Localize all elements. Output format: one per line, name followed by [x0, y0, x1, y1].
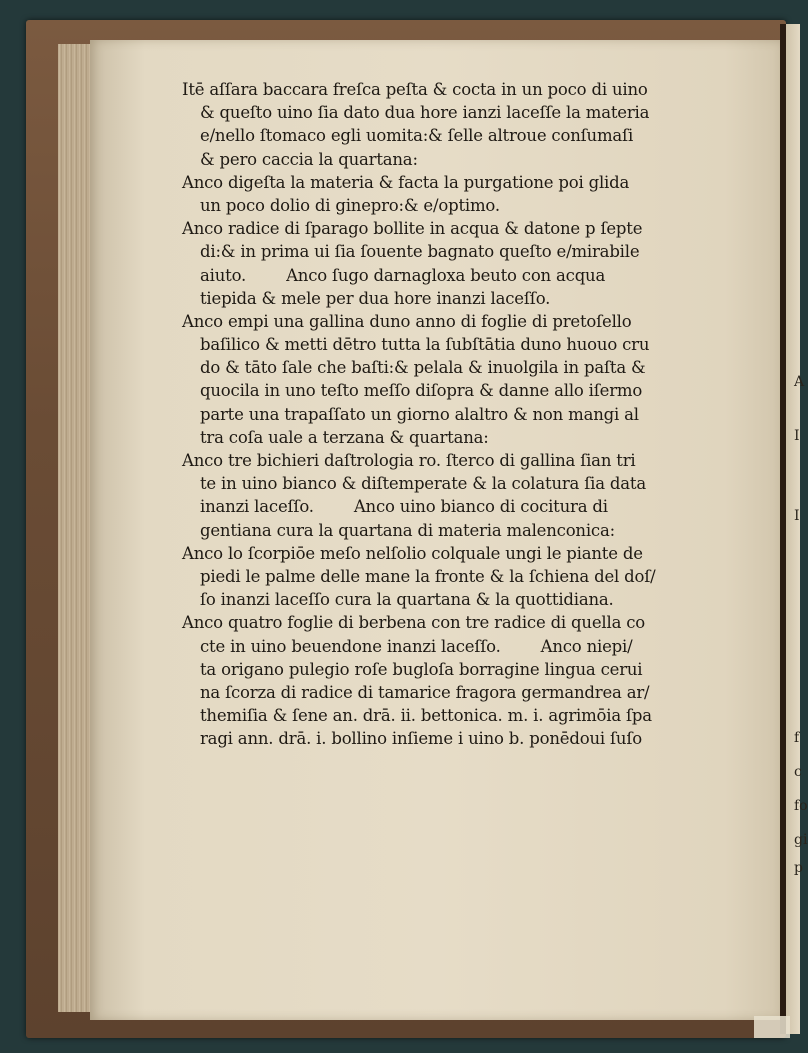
text-line: [182, 704, 722, 727]
text-line-content: Anco quatro foglie di berbena con tre radice di quella co: [182, 613, 646, 633]
text-line-content: Anco radice di ſparago bollite in acqua & datone p ſepte: [182, 219, 643, 239]
text-line-content: ſo inanzi laceſſo cura la quartana & la quottidiana.: [200, 590, 614, 610]
text-line: [182, 727, 722, 750]
text-line-content: themiſia & ſene an. drā. ii. bettonica. m. i. agrimōia ſpa: [200, 706, 652, 726]
text-line: [182, 611, 722, 634]
text-line: [182, 588, 722, 611]
text-line-content: tra coſa uale a terzana & quartana:: [200, 427, 489, 447]
text-line-content: gentiana cura la quartana di materia malenconica:: [200, 520, 615, 540]
text-line: [182, 542, 722, 565]
text-line: [182, 379, 722, 402]
text-line-content: Itē aſſara baccara freſca peſta & cocta in un poco di uino: [182, 80, 648, 99]
facing-page-edge: [786, 24, 808, 1034]
text-line-content: tiepida & mele per dua hore inanzi laceſſo.: [200, 288, 551, 308]
text-line: [182, 449, 722, 472]
text-line: [182, 472, 722, 495]
text-line-continuation: Anco ſugo darnagloxa beuto con acqua: [286, 265, 606, 285]
text-line: [182, 635, 722, 658]
margin-mark: gi: [794, 832, 808, 848]
text-line: [182, 403, 722, 426]
text-line: [182, 658, 722, 681]
text-line-content: na ſcorza di radice di tamarice fragora germandrea ar/: [200, 682, 650, 702]
text-line-content: Anco digeſta la materia & facta la purgatione poi glida: [182, 172, 630, 192]
text-line-continuation: Anco uino bianco di cocitura di: [353, 497, 608, 517]
text-line: [182, 356, 722, 379]
text-line-content: un poco dolio di ginepro:& e/optimo.: [200, 195, 500, 215]
text-line-content: ragi ann. drā. i. bollino inſieme i uino b. ponēdoui ſuſo: [200, 729, 642, 749]
margin-mark: fo: [794, 798, 808, 814]
margin-mark: A: [794, 374, 805, 390]
text-line-content: Anco empi una gallina duno anno di foglie di pretoſello: [182, 311, 632, 331]
text-line: [182, 171, 722, 194]
text-line-content: & pero caccia la quartana:: [200, 149, 418, 169]
text-line-content: Anco tre bichieri daſtrologia ro. ſterco di gallina ſian tri: [182, 451, 636, 470]
text-line-content: di:& in prima ui ſia ſouente bagnato queſto e/mirabile: [200, 242, 640, 262]
text-line: [182, 264, 722, 287]
text-line: [182, 287, 722, 310]
text-line-content: quocila in uno teſto meſſo diſopra & danne allo iſermo: [200, 381, 643, 401]
text-line: [182, 495, 722, 518]
text-line-content: baſilico & metti dētro tutta la ſubſtātia duno huouo cru: [200, 335, 650, 355]
text-line: [182, 310, 722, 333]
text-line: [182, 148, 722, 171]
text-line-content: inanzi laceſſo.: [200, 497, 314, 517]
text-line-content: e/nello ſtomaco egli uomita:& ſelle altroue conſumaſi: [200, 126, 634, 146]
text-line: [182, 565, 722, 588]
body-text: [182, 78, 722, 750]
margin-mark: I: [794, 428, 800, 444]
text-line-content: te in uino bianco & diſtemperate & la colatura ſia data: [200, 474, 646, 494]
library-stamp: [754, 1016, 790, 1038]
text-line: [182, 194, 722, 217]
text-line-content: ta origano pulegio roſe bugloſa borragine lingua cerui: [200, 659, 643, 679]
text-line: [182, 124, 722, 147]
text-line: [182, 240, 722, 263]
text-line-continuation: Anco niepi/: [540, 636, 633, 656]
text-line-content: & queſto uino ſia dato dua hore ianzi laceſſe la materia: [200, 103, 650, 123]
text-line-content: cte in uino beuendone inanzi laceſſo.: [200, 636, 501, 656]
text-line: [182, 333, 722, 356]
text-line: [182, 78, 722, 101]
text-line: [182, 519, 722, 542]
text-line-content: aiuto.: [200, 265, 247, 285]
text-line-content: piedi le palme delle mane la fronte & la ſchiena del doſ/: [200, 566, 656, 586]
text-line: [182, 217, 722, 240]
text-line: [182, 681, 722, 704]
text-line: [182, 101, 722, 124]
margin-mark: I: [794, 508, 800, 524]
text-line-content: Anco lo ſcorpiōe meſo nelſolio colquale ungi le piante de: [182, 543, 643, 563]
text-line-content: parte una trapaſſato un giorno alaltro & non mangi al: [200, 404, 639, 424]
margin-mark: f: [794, 730, 800, 746]
text-line-content: do & tāto ſale che baſti:& pelala & inuolgila in paſta &: [200, 358, 646, 378]
text-line: [182, 426, 722, 449]
margin-mark: c: [794, 764, 802, 780]
margin-mark: p: [794, 860, 803, 876]
